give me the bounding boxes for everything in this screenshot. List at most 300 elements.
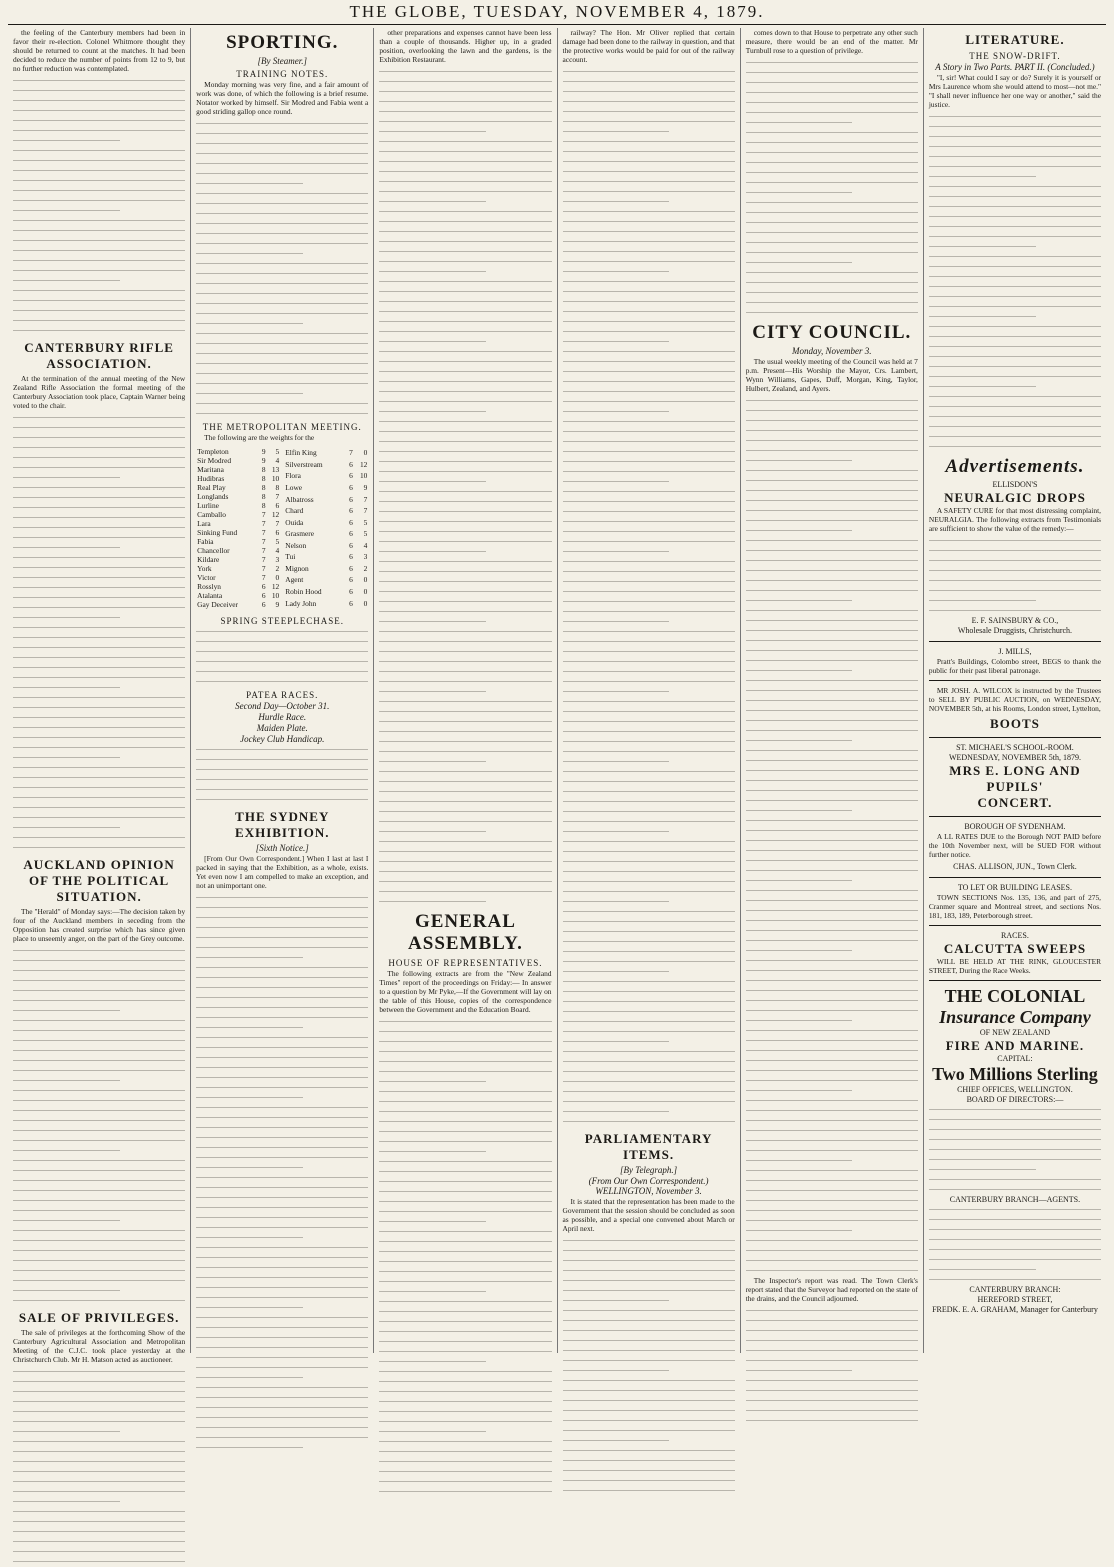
text-line <box>13 1036 185 1046</box>
text-line <box>563 1057 735 1067</box>
text-line <box>563 277 735 287</box>
training-text: Monday morning was very fine, and a fair amount of work was done, of which the following is a brief resume. Notator worked by himself. Sir Modred and Fabia went a good striding gallop once round. <box>196 80 369 116</box>
ad7-title: RACES. <box>1001 931 1029 940</box>
text-line <box>13 1176 185 1186</box>
metropolitan-heading: THE METROPOLITAN MEETING. <box>202 422 362 432</box>
text-line <box>563 597 735 607</box>
horse-name: Chancellor <box>197 546 230 555</box>
weight-row <box>196 447 280 456</box>
text-line <box>196 903 368 913</box>
text-line <box>379 307 551 317</box>
text-line <box>563 667 735 677</box>
bible-association-text: At the termination of the annual meeting of the New Zealand Rifle Association the formal meeting of the Canterbury Association took place, Captain Warner being voted to the chair. <box>13 374 186 410</box>
text-line <box>563 477 670 487</box>
text-line <box>379 1297 551 1307</box>
text-line <box>196 1343 368 1353</box>
text-lines <box>13 1367 185 1567</box>
ad4-date: WEDNESDAY, NOVEMBER 5th, 1879. <box>948 753 1081 762</box>
text-line <box>13 523 185 533</box>
text-line <box>379 587 551 597</box>
weight-lbs: 4 <box>275 546 280 555</box>
text-line <box>929 232 1101 242</box>
text-line <box>379 857 551 867</box>
text-line <box>196 129 368 139</box>
text-line <box>196 953 303 963</box>
text-line <box>746 686 918 696</box>
text-line <box>746 1366 853 1376</box>
text-line <box>563 967 670 977</box>
text-line <box>13 1547 185 1557</box>
horse-name: Robin Hood <box>285 587 322 597</box>
text-line <box>929 1125 1101 1135</box>
text-line <box>746 816 918 826</box>
text-line <box>379 1307 551 1317</box>
text-line <box>13 286 185 296</box>
text-line <box>379 507 551 517</box>
text-lines <box>379 1017 551 1497</box>
text-line <box>196 199 368 209</box>
weight-stone: 7 <box>261 555 266 564</box>
text-line <box>196 1413 368 1423</box>
weight-row <box>284 470 368 482</box>
text-line <box>746 1176 918 1186</box>
advertisements-heading: Advertisements. <box>945 456 1085 477</box>
horse-name: Ouida <box>285 517 304 527</box>
text-line <box>379 77 551 87</box>
text-line <box>746 436 918 446</box>
weight-stone: 9 <box>261 447 266 456</box>
text-line <box>13 583 185 593</box>
text-line <box>929 122 1101 132</box>
text-line <box>196 1223 368 1233</box>
text-line <box>379 287 551 297</box>
text-line <box>563 817 735 827</box>
city-council-more: The Inspector's report was read. The Town Clerk's report stated that the Surveyor had reported on the state of the drains, and the Council adjourned. <box>745 1276 918 1303</box>
text-line <box>379 1177 551 1187</box>
text-line <box>379 127 486 137</box>
text-line <box>563 867 735 877</box>
weight-stone: 8 <box>261 492 266 501</box>
ad5-signature: CHAS. ALLISON, JUN., Town Clerk. <box>953 862 1077 871</box>
text-line <box>929 1205 1101 1215</box>
text-line <box>746 1416 918 1426</box>
horse-name: Camballo <box>197 510 226 519</box>
text-line <box>563 1436 670 1446</box>
text-line <box>196 1213 368 1223</box>
weight-lbs: 7 <box>275 519 280 528</box>
text-line <box>746 906 918 916</box>
text-line <box>379 1487 551 1497</box>
text-line <box>563 257 735 267</box>
text-line <box>746 98 918 108</box>
text-line <box>563 127 670 137</box>
weight-lbs: 7 <box>275 492 280 501</box>
horse-name: Elfin King <box>285 448 317 458</box>
text-line <box>196 1263 368 1273</box>
text-line <box>379 1107 551 1117</box>
text-line <box>563 287 735 297</box>
text-line <box>929 422 1101 432</box>
text-line <box>563 1456 735 1466</box>
text-line <box>379 1157 551 1167</box>
text-line <box>13 633 185 643</box>
text-line <box>746 446 918 456</box>
col1-intro: the feeling of the Canterbury members had been in favor their re-election. Colonel Whitmore thought they should be returned to count at the matches. It had been decided to reduce the number of points from 12 to 9, but no further reduction was contemplated. <box>13 28 186 73</box>
text-line <box>13 226 185 236</box>
text-line <box>563 397 735 407</box>
text-line <box>13 1156 185 1166</box>
text-line <box>13 1457 185 1467</box>
text-line <box>379 827 486 837</box>
text-line <box>196 1203 368 1213</box>
text-line <box>929 1255 1101 1265</box>
text-line <box>196 1333 368 1343</box>
weight-lbs: 12 <box>359 459 368 469</box>
text-line <box>379 1217 486 1227</box>
weight-stone: 7 <box>349 448 353 458</box>
horse-name: Flora <box>285 471 301 481</box>
text-line <box>929 152 1101 162</box>
text-line <box>563 587 735 597</box>
text-line <box>379 1097 551 1107</box>
text-line <box>196 1163 303 1173</box>
weight-lbs: 3 <box>363 552 368 562</box>
text-line <box>196 1193 368 1203</box>
text-line <box>196 299 368 309</box>
general-assembly-heading: GENERAL ASSEMBLY. <box>408 911 523 954</box>
weight-stone: 6 <box>349 598 353 608</box>
text-line <box>563 847 735 857</box>
text-line <box>929 1135 1101 1145</box>
ad-building-leases <box>929 883 1101 920</box>
text-line <box>746 526 853 536</box>
text-line <box>563 577 735 587</box>
weight-lbs: 2 <box>275 564 280 573</box>
text-line <box>13 1096 185 1106</box>
text-line <box>563 207 735 217</box>
weight-lbs: 10 <box>271 591 280 600</box>
text-line <box>379 837 551 847</box>
text-line <box>379 1037 551 1047</box>
text-line <box>13 256 185 266</box>
text-line <box>929 1115 1101 1125</box>
text-line <box>196 1253 368 1263</box>
text-line <box>13 1086 185 1096</box>
text-line <box>196 289 368 299</box>
text-line <box>196 973 368 983</box>
text-line <box>746 546 918 556</box>
ad-mills <box>929 647 1101 675</box>
text-line <box>196 399 368 409</box>
text-line <box>13 1517 185 1527</box>
text-line <box>563 787 735 797</box>
text-line <box>929 392 1101 402</box>
text-line <box>563 1007 735 1017</box>
text-line <box>13 743 185 753</box>
text-line <box>746 108 918 118</box>
text-line <box>379 737 551 747</box>
text-line <box>746 936 918 946</box>
column-2 <box>190 28 373 1353</box>
text-line <box>196 657 368 667</box>
text-line <box>13 513 185 523</box>
text-line <box>13 266 185 276</box>
text-line <box>196 983 368 993</box>
text-line <box>13 1276 185 1286</box>
column-4 <box>557 28 740 1353</box>
text-line <box>929 332 1101 342</box>
text-line <box>563 1296 670 1306</box>
text-line <box>563 1446 735 1456</box>
weight-lbs: 10 <box>359 471 368 481</box>
text-line <box>379 697 551 707</box>
text-line <box>13 493 185 503</box>
text-line <box>379 187 551 197</box>
text-line <box>929 556 1101 566</box>
text-line <box>379 1387 551 1397</box>
text-line <box>563 557 735 567</box>
text-line <box>563 77 735 87</box>
text-line <box>13 176 185 186</box>
text-line <box>196 1363 368 1373</box>
text-line <box>379 727 551 737</box>
text-line <box>379 547 486 557</box>
text-lines <box>929 1105 1101 1195</box>
text-line <box>563 1486 735 1496</box>
text-line <box>746 646 918 656</box>
text-line <box>563 677 735 687</box>
text-line <box>746 1376 918 1386</box>
text-line <box>746 776 918 786</box>
parliamentary-heading: PARLIAMENTARY ITEMS. <box>584 1131 713 1162</box>
text-line <box>563 997 735 1007</box>
weight-stone: 6 <box>349 506 353 516</box>
text-line <box>746 976 918 986</box>
text-line <box>13 1146 120 1156</box>
divider <box>929 816 1101 817</box>
text-line <box>379 1067 551 1077</box>
text-line <box>196 745 368 755</box>
text-line <box>13 1016 185 1026</box>
text-line <box>13 106 185 116</box>
text-line <box>563 537 735 547</box>
text-line <box>379 557 551 567</box>
text-line <box>196 259 368 269</box>
text-line <box>196 785 368 795</box>
text-line <box>379 657 551 667</box>
ad6-title: TO LET OR BUILDING LEASES. <box>957 883 1073 892</box>
text-line <box>379 707 551 717</box>
text-line <box>563 387 735 397</box>
text-line <box>379 877 551 887</box>
weight-lbs: 10 <box>271 474 280 483</box>
horse-name: Fabia <box>197 537 214 546</box>
text-line <box>563 237 735 247</box>
text-line <box>929 272 1101 282</box>
text-lines <box>196 893 368 1453</box>
text-line <box>196 1403 368 1413</box>
ad8-agents: CANTERBURY BRANCH—AGENTS. <box>949 1195 1081 1204</box>
text-line <box>13 453 185 463</box>
weight-lbs: 5 <box>363 529 368 539</box>
divider <box>929 925 1101 926</box>
text-line <box>563 707 735 717</box>
text-line <box>196 933 368 943</box>
text-line <box>746 238 918 248</box>
text-line <box>13 186 185 196</box>
text-line <box>563 937 735 947</box>
horse-name: Sir Modred <box>197 456 232 465</box>
text-line <box>13 1006 120 1016</box>
weight-stone: 7 <box>261 573 266 582</box>
weight-row <box>284 551 368 563</box>
text-line <box>563 197 670 207</box>
text-line <box>929 162 1101 172</box>
text-line <box>563 467 735 477</box>
text-line <box>563 417 735 427</box>
text-line <box>379 1337 551 1347</box>
text-lines <box>196 119 368 419</box>
text-line <box>746 1026 918 1036</box>
text-line <box>196 893 368 903</box>
text-line <box>196 1153 368 1163</box>
text-line <box>379 1077 486 1087</box>
text-line <box>13 1136 185 1146</box>
text-line <box>929 262 1101 272</box>
text-line <box>379 97 551 107</box>
text-line <box>563 727 735 737</box>
text-lines <box>746 396 918 1276</box>
text-line <box>379 167 551 177</box>
text-line <box>379 377 551 387</box>
text-line <box>929 182 1101 192</box>
text-line <box>379 1047 551 1057</box>
text-lines <box>563 67 735 1127</box>
text-line <box>746 1066 918 1076</box>
text-line <box>379 1447 551 1457</box>
text-line <box>196 1313 368 1323</box>
text-line <box>929 1175 1101 1185</box>
text-line <box>13 116 185 126</box>
assembly-text: The following extracts are from the "New Zealand Times" report of the proceedings on Friday:— In answer to a question by Mr Pyke,—If the Government will lay on the table of this House, copies of the correspondence between the Government and the Education Board. <box>379 969 552 1014</box>
text-line <box>929 362 1101 372</box>
text-line <box>746 596 853 606</box>
text-line <box>196 1323 368 1333</box>
ad-colonial-insurance <box>929 986 1101 1315</box>
text-line <box>379 677 551 687</box>
weight-row <box>196 591 280 600</box>
text-line <box>746 198 918 208</box>
text-line <box>563 307 735 317</box>
text-line <box>13 86 185 96</box>
text-line <box>13 306 185 316</box>
text-line <box>196 1103 368 1113</box>
text-line <box>563 1077 735 1087</box>
bible-association-heading: CANTERBURY RIFLE ASSOCIATION. <box>24 340 174 371</box>
text-line <box>13 1407 185 1417</box>
text-line <box>379 337 486 347</box>
divider <box>929 980 1101 981</box>
text-line <box>13 1387 185 1397</box>
text-line <box>196 359 368 369</box>
text-line <box>379 617 486 627</box>
ad7-text: WILL BE HELD AT THE RINK, GLOUCESTER STREET, During the Race Weeks. <box>928 957 1102 975</box>
text-line <box>929 1225 1101 1235</box>
text-line <box>563 497 735 507</box>
text-line <box>379 277 551 287</box>
weight-row <box>284 505 368 517</box>
text-line <box>13 166 185 176</box>
text-line <box>13 1507 185 1517</box>
weight-row <box>196 510 280 519</box>
text-line <box>13 753 120 763</box>
text-line <box>379 577 551 587</box>
horse-name: Grasmere <box>285 529 314 539</box>
text-line <box>13 216 185 226</box>
text-line <box>746 666 853 676</box>
text-line <box>379 1407 551 1417</box>
text-line <box>13 246 185 256</box>
text-line <box>563 427 735 437</box>
text-line <box>13 713 185 723</box>
text-line <box>379 367 551 377</box>
ad2-name: J. MILLS, <box>998 647 1032 656</box>
weight-lbs: 5 <box>275 537 280 546</box>
text-line <box>379 347 551 357</box>
training-heading: TRAINING NOTES. <box>236 69 329 79</box>
ad5-place: BOROUGH OF SYDENHAM. <box>964 822 1066 831</box>
text-line <box>196 647 368 657</box>
text-line <box>196 765 368 775</box>
text-line <box>379 447 551 457</box>
text-line <box>563 697 735 707</box>
text-line <box>13 1537 185 1547</box>
text-line <box>563 1376 735 1386</box>
parliamentary-dateline: (From Our Own Correspondent.) WELLINGTON, November 3. <box>588 1176 709 1196</box>
text-line <box>746 456 853 466</box>
ad8-capital: CAPITAL: <box>997 1054 1033 1063</box>
text-line <box>196 1303 303 1313</box>
weight-lbs: 7 <box>363 494 368 504</box>
text-line <box>746 876 853 886</box>
text-line <box>746 188 853 198</box>
text-line <box>379 117 551 127</box>
text-lines <box>746 1306 918 1426</box>
text-line <box>379 1427 486 1437</box>
weight-stone: 6 <box>349 552 353 562</box>
text-line <box>196 319 303 329</box>
patea-heading: PATEA RACES. <box>246 690 319 700</box>
weight-row <box>196 564 280 573</box>
text-line <box>746 1316 918 1326</box>
text-line <box>196 1283 368 1293</box>
text-line <box>13 623 185 633</box>
text-line <box>379 247 551 257</box>
weight-lbs: 5 <box>363 517 368 527</box>
text-line <box>563 227 735 237</box>
text-line <box>563 297 735 307</box>
text-line <box>746 966 918 976</box>
text-line <box>379 157 551 167</box>
weight-stone: 8 <box>261 501 266 510</box>
weight-lbs: 7 <box>363 506 368 516</box>
text-line <box>746 396 918 406</box>
text-line <box>929 382 1036 392</box>
ad-wilcox-auction <box>929 686 1101 732</box>
text-line <box>379 517 551 527</box>
text-line <box>563 487 735 497</box>
text-line <box>563 1117 735 1127</box>
